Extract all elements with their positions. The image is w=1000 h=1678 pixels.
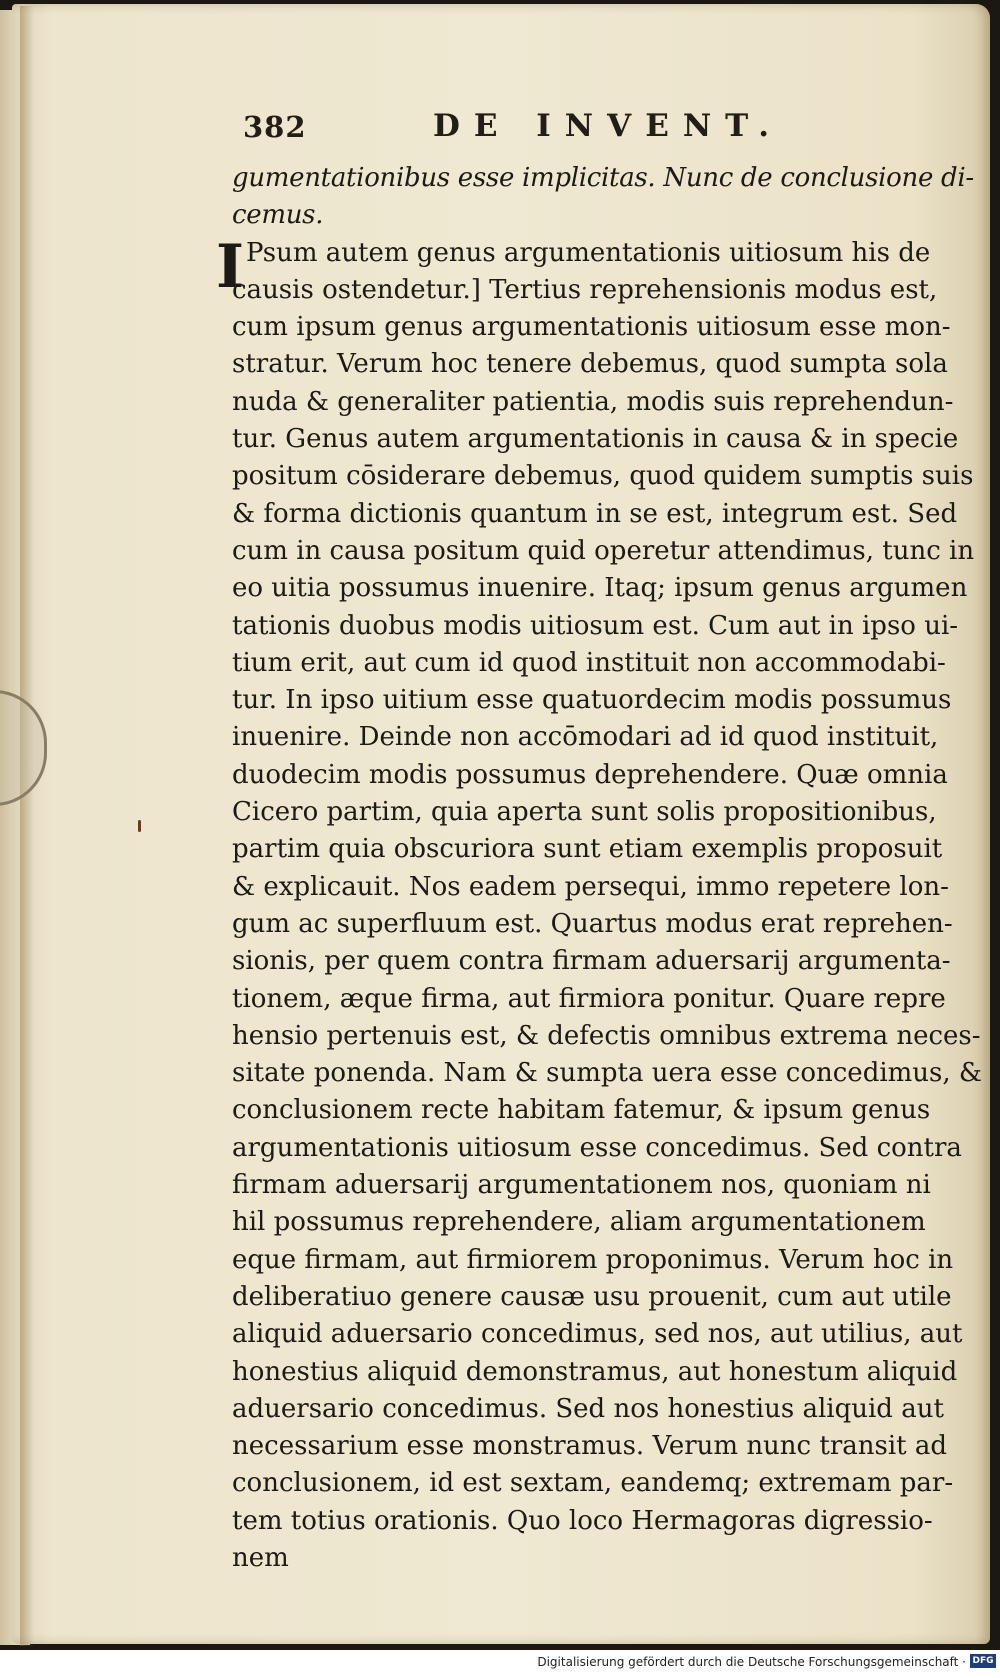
text-line: Cicero partim, quia aperta sunt solis propositionibus, xyxy=(232,797,937,828)
text-line: nem xyxy=(232,1542,289,1573)
page-header xyxy=(243,108,803,148)
text-line: positum cōsiderare debemus, quod quidem sumptis suis xyxy=(232,461,974,492)
text-line: gum ac superfluum est. Quartus modus erat reprehen- xyxy=(232,908,953,939)
text-line: hil possumus reprehendere, aliam argumentationem xyxy=(232,1207,926,1238)
text-line: eo uitia possumus inuenire. Itaq; ipsum genus argumen xyxy=(232,573,968,604)
text-line: duodecim modis possumus deprehendere. Quæ omnia xyxy=(232,759,948,790)
gutter-shadow xyxy=(20,6,34,1646)
first-line-text: Psum autem genus argumentationis uitiosum his de xyxy=(246,237,931,268)
text-line: sionis, per quem contra firmam aduersarij argumenta- xyxy=(232,946,951,977)
text-line: hensio pertenuis est, & defectis omnibus extrema neces- xyxy=(232,1020,981,1051)
body-text xyxy=(216,160,983,1577)
text-line: & explicauit. Nos eadem persequi, immo repetere lon- xyxy=(232,871,949,902)
text-line: tionem, æque firma, aut firmiora ponitur. Quare repre xyxy=(232,983,946,1014)
text-line: tium erit, aut cum id quod instituit non accommodabi- xyxy=(232,647,946,678)
text-line: cum ipsum genus argumentationis uitiosum esse mon- xyxy=(232,312,951,343)
text-line: tur. In ipso uitium esse quatuordecim modis possumus xyxy=(232,685,952,716)
page-number: 382 xyxy=(243,110,307,144)
text-line: tur. Genus autem argumentationis in causa & in specie xyxy=(232,424,959,455)
text-line: nuda & generaliter patientia, modis suis reprehendun- xyxy=(232,386,954,417)
drop-cap: I xyxy=(216,231,245,302)
text-line: stratur. Verum hoc tenere debemus, quod sumpta sola xyxy=(232,349,948,380)
ink-spot xyxy=(138,820,141,832)
text-line: inuenire. Deinde non accōmodari ad id quod instituit, xyxy=(232,722,939,753)
text-line: & forma dictionis quantum in se est, integrum est. Sed xyxy=(232,498,958,529)
text-line: causis ostendetur.] Tertius reprehensionis modus est, xyxy=(232,274,938,305)
text-line: necessarium esse monstramus. Verum nunc transit ad xyxy=(232,1431,948,1462)
running-head: DE INVENT. xyxy=(433,108,784,144)
paragraph-lines xyxy=(232,272,983,1577)
digitization-credit: Digitalisierung gefördert durch die Deutsche Forschungsgemeinschaft · xyxy=(537,1655,966,1669)
text-line: cum in causa positum quid operetur attendimus, tunc in xyxy=(232,535,975,566)
text-line: deliberatiuo genere causæ usu prouenit, cum aut utile xyxy=(232,1281,952,1312)
text-line: aliquid aduersario concedimus, sed nos, aut utilius, aut xyxy=(232,1319,963,1350)
dfg-logo: DFG xyxy=(970,1654,996,1668)
text-line: conclusionem, id est sextam, eandemq; extremam par- xyxy=(232,1468,954,1499)
text-line: argumentationis uitiosum esse concedimus. Sed contra xyxy=(232,1132,962,1163)
text-line: honestius aliquid demonstramus, aut honestum aliquid xyxy=(232,1356,958,1387)
text-line: firmam aduersarij argumentationem nos, quoniam ni xyxy=(232,1170,931,1201)
text-line: sitate ponenda. Nam & sumpta uera esse concedimus, & xyxy=(232,1058,983,1089)
text-line: cemus. xyxy=(232,200,324,231)
text-line: eque firmam, aut firmiorem proponimus. Verum hoc in xyxy=(232,1244,954,1275)
text-line: tationis duobus modis uitiosum est. Cum aut in ipso ui- xyxy=(232,610,959,641)
text-line: aduersario concedimus. Sed nos honestius aliquid aut xyxy=(232,1393,944,1424)
text-line: tem totius orationis. Quo loco Hermagoras digressio- xyxy=(232,1505,933,1536)
text-line: gumentationibus esse implicitas. Nunc de conclusione di- xyxy=(232,163,974,193)
text-line: partim quia obscuriora sunt etiam exemplis proposuit xyxy=(232,834,943,865)
text-line: conclusionem recte habitam fatemur, & ipsum genus xyxy=(232,1095,931,1126)
